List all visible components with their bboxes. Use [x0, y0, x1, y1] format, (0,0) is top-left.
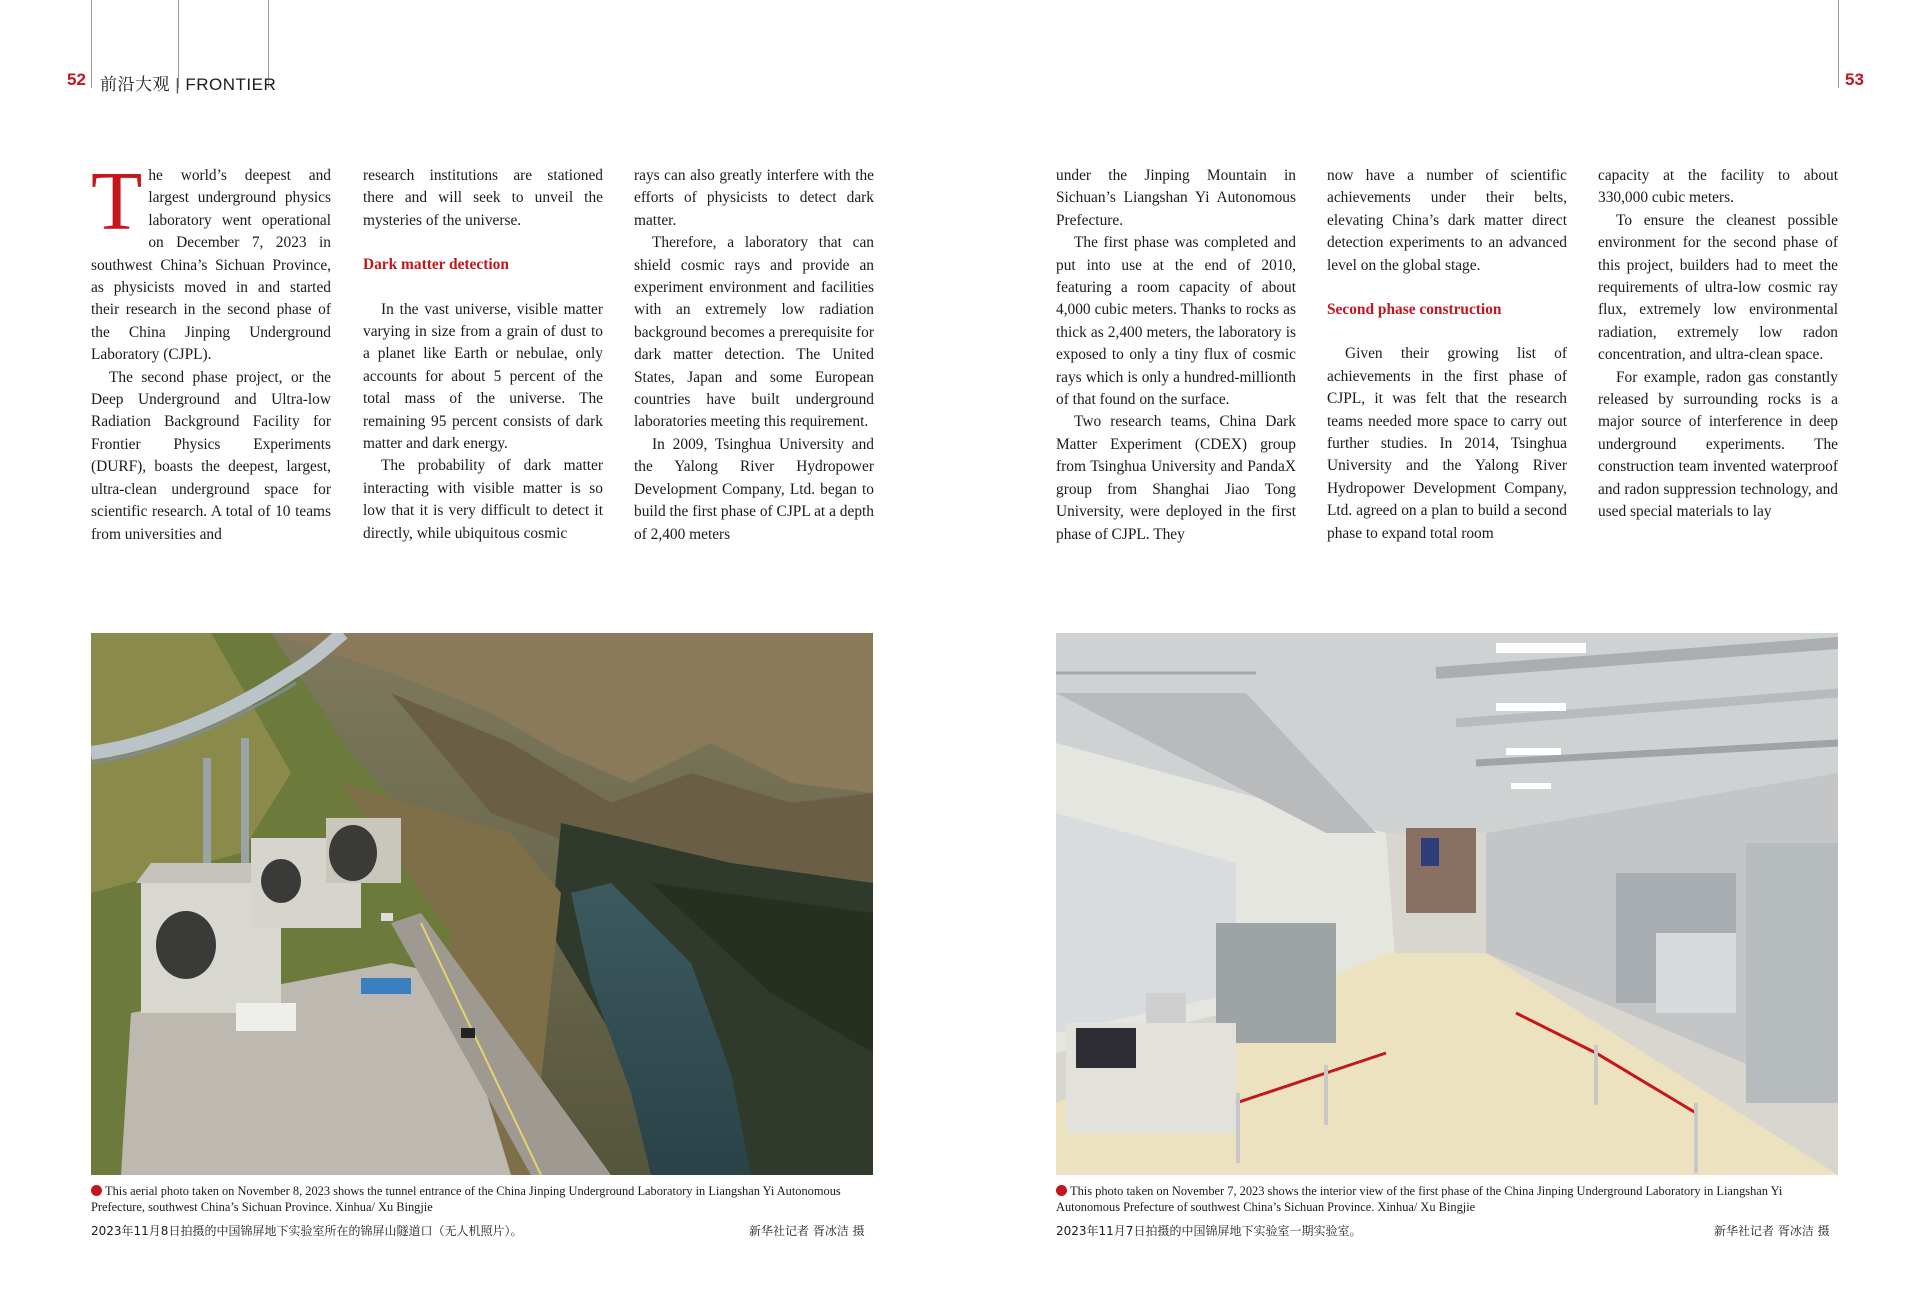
paragraph: under the Jinping Mountain in Sichuan’s Liangshan Yi Autonomous Prefecture.	[1056, 167, 1296, 229]
caption-en: This aerial photo taken on November 8, 2023 shows the tunnel entrance of the China Jinping Underground Laboratory in Liangshan Yi Autonomous Prefecture, southwest China’s Sichuan Province. Xinhua/ Xu Bingjie	[91, 1184, 841, 1214]
paragraph: In 2009, Tsinghua University and the Yalong River Hydropower Development Company, Ltd. began to build the first phase of CJPL at a depth of 2,400 meters	[634, 435, 874, 543]
paragraph: capacity at the facility to about 330,000 cubic meters.	[1598, 167, 1838, 207]
photo-tunnel-entrance-image	[91, 633, 873, 1175]
section-heading-second-phase: Second phase construction	[1327, 301, 1502, 319]
article-column-2	[363, 165, 603, 567]
paragraph: Two research teams, China Dark Matter Experiment (CDEX) group from Tsinghua University and PandaX group from Shanghai Jiao Tong University, were deployed in the first phase of CJPL. They	[1056, 413, 1296, 543]
section-title-en: FRONTIER	[185, 75, 277, 94]
article-column-1	[91, 165, 331, 567]
article-column-4	[1056, 165, 1296, 567]
caption-zh-left: 2023年11月8日拍摄的中国锦屏地下实验室所在的锦屏山隧道口（无人机照片）。	[91, 1224, 523, 1238]
caption-en: This photo taken on November 7, 2023 shows the interior view of the first phase of the China Jinping Underground Laboratory in Liangshan Yi Autonomous Prefecture of southwest China’s Sichuan Province. Xinhua/ Xu Bingjie	[1056, 1184, 1783, 1214]
paragraph: he world’s deepest and largest underground physics laboratory went operational on December 7, 2023 in southwest China’s Sichuan Province, as physicists moved in and started their research in the second phase of the China Jinping Underground Laboratory (CJPL).	[91, 167, 331, 364]
page-number-right: 53	[1845, 70, 1864, 89]
photo-lab-interior	[1056, 633, 1838, 1175]
paragraph: To ensure the cleanest possible environment for the second phase of this project, builders had to meet the requirements of ultra-low cosmic ray flux, extremely low environmental radiation, extremely low radon concentration, and ultra-clean space.	[1598, 211, 1838, 364]
paragraph: now have a number of scientific achievements under their belts, elevating China’s dark matter direct detection experiments to an advanced level on the global stage.	[1327, 167, 1567, 274]
page-number-left: 52	[67, 70, 86, 89]
paragraph: Given their growing list of achievements in the first phase of CJPL, it was felt that the research teams needed more space to carry out further studies. In 2014, Tsinghua University and the Yalong River Hydropower Development Company, Ltd. agreed on a plan to build a second phase to expand total room	[1327, 345, 1567, 542]
paragraph: For example, radon gas constantly released by surrounding rocks is a major source of interference in deep underground experiments. The construction team invented waterproof and radon suppression technology, and used special materials to lay	[1598, 368, 1838, 521]
paragraph: rays can also greatly interfere with the efforts of physicists to detect dark matter.	[634, 167, 874, 229]
caption-zh-right: 2023年11月7日拍摄的中国锦屏地下实验室一期实验室。	[1056, 1224, 1362, 1238]
xinhua-logo-icon	[1056, 1185, 1067, 1196]
article-column-5	[1327, 165, 1567, 567]
paragraph: The probability of dark matter interacting with visible matter is so low that it is very difficult to detect it directly, while ubiquitous cosmic	[363, 457, 603, 542]
header-rule-left-1	[91, 0, 92, 88]
photo-credit-left: 新华社记者 胥冰洁 摄	[749, 1224, 865, 1238]
article-column-6	[1598, 165, 1838, 567]
paragraph: The first phase was completed and put into use at the end of 2010, featuring a room capacity of about 4,000 cubic meters. Thanks to rocks as thick as 2,400 meters, the laboratory is exposed to only a tiny flux of cosmic rays which is only a hundred-millionth of that found on the surface.	[1056, 234, 1296, 409]
paragraph: In the vast universe, visible matter varying in size from a grain of dust to a planet like Earth or nebulae, only accounts for about 5 percent of the total mass of the universe. The remaining 95 percent consists of dark matter and dark energy.	[363, 300, 603, 453]
article-column-3	[634, 165, 874, 567]
dropcap: T	[91, 165, 143, 248]
xinhua-logo-icon	[91, 1185, 102, 1196]
paragraph: Therefore, a laboratory that can shield cosmic rays and provide an experiment environment and facilities with an extremely low radiation background becomes a prerequisite for dark matter detection. The United States, Japan and some European countries have built underground laboratories meeting this requirement.	[634, 234, 874, 431]
header-rule-right	[1838, 0, 1839, 88]
photo-credit-right: 新华社记者 胥冰洁 摄	[1714, 1224, 1830, 1238]
section-title-zh: 前沿大观	[100, 75, 170, 95]
photo-caption-left	[91, 1183, 873, 1215]
photo-tunnel-entrance	[91, 633, 873, 1175]
photo-lab-interior-image	[1056, 633, 1838, 1175]
paragraph: research institutions are stationed there and will seek to unveil the mysteries of the universe.	[363, 167, 603, 229]
photo-caption-right	[1056, 1183, 1838, 1215]
section-title-left: 前沿大观 | FRONTIER	[100, 75, 277, 95]
section-heading-dark-matter: Dark matter detection	[363, 256, 509, 274]
paragraph: The second phase project, or the Deep Underground and Ultra-low Radiation Background Facility for Frontier Physics Experiments (DURF), boasts the deepest, largest, ultra-clean underground space for scientific research. A total of 10 teams from universities and	[91, 368, 331, 543]
